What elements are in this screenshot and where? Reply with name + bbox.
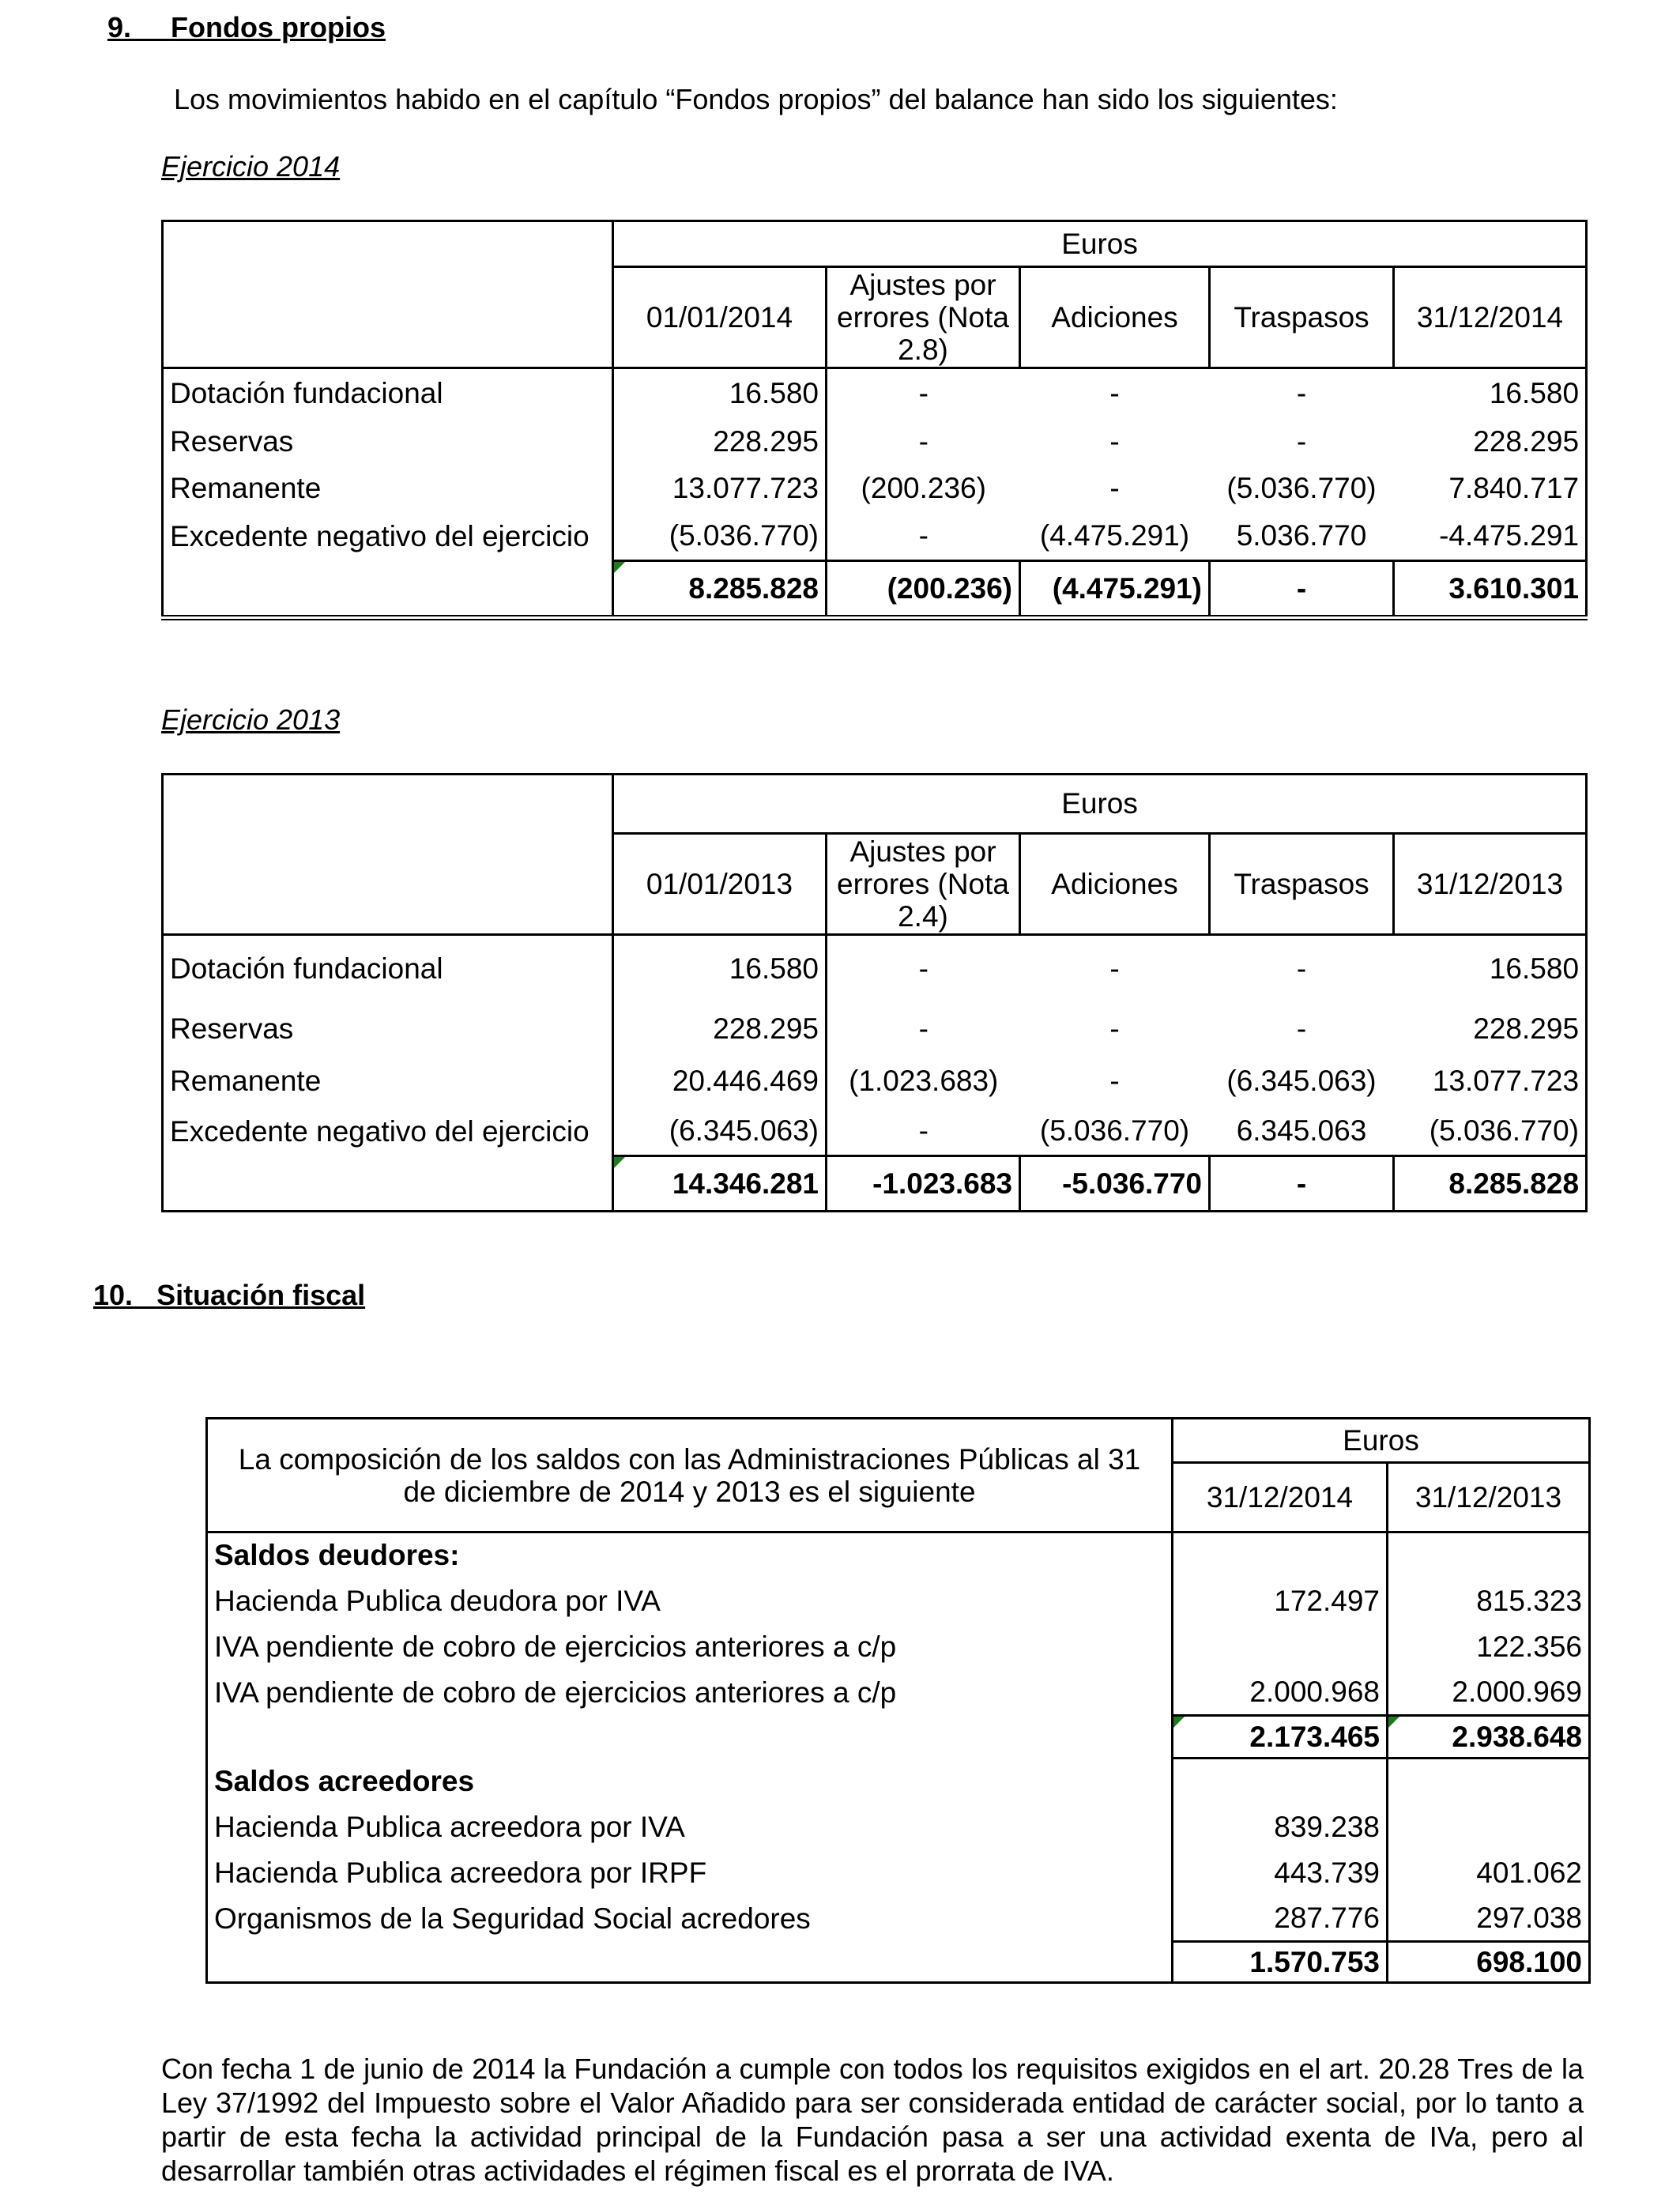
cell: -	[1296, 377, 1307, 410]
cell: 297.038	[1388, 1896, 1590, 1942]
total-cell: -1.023.683	[827, 1156, 1020, 1212]
row-label: Reservas	[163, 419, 613, 465]
table-row	[207, 1670, 1590, 1716]
header-empty-cell	[163, 775, 613, 935]
row-label: Remanente	[163, 465, 613, 512]
cell: -	[1109, 471, 1120, 504]
col-header-closing: 31/12/2013	[1394, 834, 1587, 935]
tax-balances-table	[205, 1417, 1591, 1984]
cell: (4.475.291)	[1039, 518, 1190, 552]
row-label: Dotación fundacional	[163, 935, 613, 1003]
table-row	[163, 1107, 1587, 1156]
header-empty-cell	[163, 221, 613, 368]
col-header-adjustments: Ajustes por errores (Nota 2.4)	[827, 834, 1020, 935]
euros-header: Euros	[613, 221, 1587, 267]
total-cell: 1.570.753	[1173, 1942, 1388, 1983]
cell: 16.580	[1394, 935, 1587, 1003]
equity-table-2014	[161, 220, 1588, 620]
cell: 228.295	[613, 419, 827, 465]
totals-label-empty	[163, 1156, 613, 1212]
section-10-title	[93, 1279, 365, 1312]
col-header-opening: 01/01/2014	[613, 267, 827, 368]
section-9-number: 9.	[107, 11, 132, 43]
cell: -	[1296, 1012, 1307, 1045]
cell: (6.345.063)	[1226, 1064, 1377, 1097]
section-9-title	[107, 11, 386, 44]
row-label: Hacienda Publica acreedora por IRPF	[207, 1850, 1173, 1896]
totals-label-empty	[163, 561, 613, 618]
cell: -	[918, 377, 929, 410]
tax-euros-header: Euros	[1173, 1419, 1590, 1463]
row-label: Remanente	[163, 1055, 613, 1107]
euros-header: Euros	[613, 775, 1587, 834]
table-row	[163, 1055, 1587, 1107]
cell: -	[918, 1114, 929, 1147]
cell: 228.295	[1394, 419, 1587, 465]
tax-col-2013: 31/12/2013	[1388, 1463, 1590, 1532]
total-cell: (4.475.291)	[1020, 561, 1210, 618]
totals-row	[163, 1156, 1587, 1212]
table-row	[163, 1003, 1587, 1055]
cell: (5.036.770)	[1039, 1114, 1190, 1147]
col-header-additions: Adiciones	[1020, 267, 1210, 368]
tax-col-2014: 31/12/2014	[1173, 1463, 1388, 1532]
total-cell: 8.285.828	[613, 561, 827, 618]
section-10-title-text: Situación fiscal	[156, 1279, 366, 1311]
cell: 815.323	[1388, 1578, 1590, 1624]
row-label: Organismos de la Seguridad Social acredores	[207, 1896, 1173, 1942]
deudores-title: Saldos deudores:	[207, 1532, 1173, 1578]
table-row	[163, 465, 1587, 512]
table-row	[207, 1804, 1590, 1850]
total-cell: 3.610.301	[1394, 561, 1587, 618]
cell: -	[1109, 424, 1120, 458]
total-cell: -5.036.770	[1020, 1156, 1210, 1212]
row-label: IVA pendiente de cobro de ejercicios anteriores a c/p	[207, 1624, 1173, 1670]
cell: 228.295	[1394, 1003, 1587, 1055]
cell: 7.840.717	[1394, 465, 1587, 512]
table-row	[163, 935, 1587, 1003]
row-label: Excedente negativo del ejercicio	[163, 512, 613, 561]
cell: 5.036.770	[1236, 518, 1367, 552]
cell: 443.739	[1173, 1850, 1388, 1896]
cell	[1173, 1624, 1388, 1670]
cell: (1.023.683)	[849, 1064, 999, 1097]
row-label: Reservas	[163, 1003, 613, 1055]
subtitle-2013: Ejercicio 2013	[161, 703, 341, 736]
acreedores-title: Saldos acreedores	[207, 1759, 1173, 1804]
section-10-number: 10.	[93, 1279, 134, 1311]
col-header-additions: Adiciones	[1020, 834, 1210, 935]
cell: -	[1109, 1064, 1120, 1097]
row-label: Hacienda Publica acreedora por IVA	[207, 1804, 1173, 1850]
row-label: IVA pendiente de cobro de ejercicios anteriores a c/p	[207, 1670, 1173, 1716]
cell: 401.062	[1388, 1850, 1590, 1896]
total-cell: 8.285.828	[1394, 1156, 1587, 1212]
cell: 16.580	[613, 368, 827, 419]
subtitle-2014: Ejercicio 2014	[161, 150, 341, 183]
cell: 172.497	[1173, 1578, 1388, 1624]
cell: -4.475.291	[1394, 512, 1587, 561]
cell	[1388, 1804, 1590, 1850]
cell: 13.077.723	[1394, 1055, 1587, 1107]
total-cell: 2.938.648	[1388, 1716, 1590, 1759]
total-cell: 2.173.465	[1173, 1716, 1388, 1759]
section-9-intro: Los movimientos habido en el capítulo “Fondos propios” del balance han sido los siguientes:	[174, 83, 1338, 115]
cell: 20.446.469	[613, 1055, 827, 1107]
cell: 2.000.969	[1388, 1670, 1590, 1716]
total-cell: -	[1210, 1156, 1394, 1212]
table-row	[207, 1578, 1590, 1624]
col-header-transfers: Traspasos	[1210, 834, 1394, 935]
acreedores-total-row	[207, 1942, 1590, 1983]
table-row	[163, 368, 1587, 419]
cell: (5.036.770)	[1226, 471, 1377, 504]
deudores-total-row	[207, 1716, 1590, 1759]
cell: (5.036.770)	[1394, 1107, 1587, 1156]
cell: 2.000.968	[1173, 1670, 1388, 1716]
row-label: Excedente negativo del ejercicio	[163, 1107, 613, 1156]
total-cell: 698.100	[1388, 1942, 1590, 1983]
cell: -	[918, 952, 929, 986]
cell: -	[1109, 377, 1120, 410]
cell: 287.776	[1173, 1896, 1388, 1942]
table-row	[207, 1850, 1590, 1896]
cell: -	[1109, 1012, 1120, 1045]
cell: -	[1296, 952, 1307, 986]
table-row	[163, 419, 1587, 465]
col-header-closing: 31/12/2014	[1394, 267, 1587, 368]
col-header-transfers: Traspasos	[1210, 267, 1394, 368]
total-cell: -	[1210, 561, 1394, 618]
cell: -	[918, 1012, 929, 1045]
totals-row	[163, 561, 1587, 618]
cell: 839.238	[1173, 1804, 1388, 1850]
section-9-title-text: Fondos propios	[171, 11, 386, 43]
cell: -	[1296, 424, 1307, 458]
equity-table-2013	[161, 773, 1588, 1212]
cell: (200.236)	[861, 471, 986, 504]
col-header-adjustments: Ajustes por errores (Nota 2.8)	[827, 267, 1020, 368]
footnote-paragraph: Con fecha 1 de junio de 2014 la Fundación a cumple con todos los requisitos exigidos en el art. 20.28 Tres de la Ley 37/1992 del Impuesto sobre el Valor Añadido para ser considerada entidad de carácter social, por lo tanto a partir de esta fecha la actividad principal de la Fundación pasa a ser una actividad exenta de IVa, pero al desarrollar también otras actividades el régimen fiscal es el prorrata de IVA.	[161, 2053, 1584, 2187]
cell: -	[918, 424, 929, 458]
row-label: Hacienda Publica deudora por IVA	[207, 1578, 1173, 1624]
cell: (5.036.770)	[613, 512, 827, 561]
cell: -	[1109, 952, 1120, 986]
row-label: Dotación fundacional	[163, 368, 613, 419]
col-header-opening: 01/01/2013	[613, 834, 827, 935]
cell: -	[918, 518, 929, 552]
cell: 228.295	[613, 1003, 827, 1055]
cell: (6.345.063)	[613, 1107, 827, 1156]
total-cell: 14.346.281	[613, 1156, 827, 1212]
total-cell: (200.236)	[827, 561, 1020, 618]
cell: 16.580	[1394, 368, 1587, 419]
cell: 6.345.063	[1236, 1114, 1367, 1147]
table-row	[207, 1896, 1590, 1942]
table-row	[207, 1624, 1590, 1670]
table-row	[163, 512, 1587, 561]
cell: 122.356	[1388, 1624, 1590, 1670]
tax-table-caption: La composición de los saldos con las Administraciones Públicas al 31 de diciembre de 2014 y 2013 es el siguiente	[207, 1419, 1173, 1532]
cell: 13.077.723	[613, 465, 827, 512]
cell: 16.580	[613, 935, 827, 1003]
